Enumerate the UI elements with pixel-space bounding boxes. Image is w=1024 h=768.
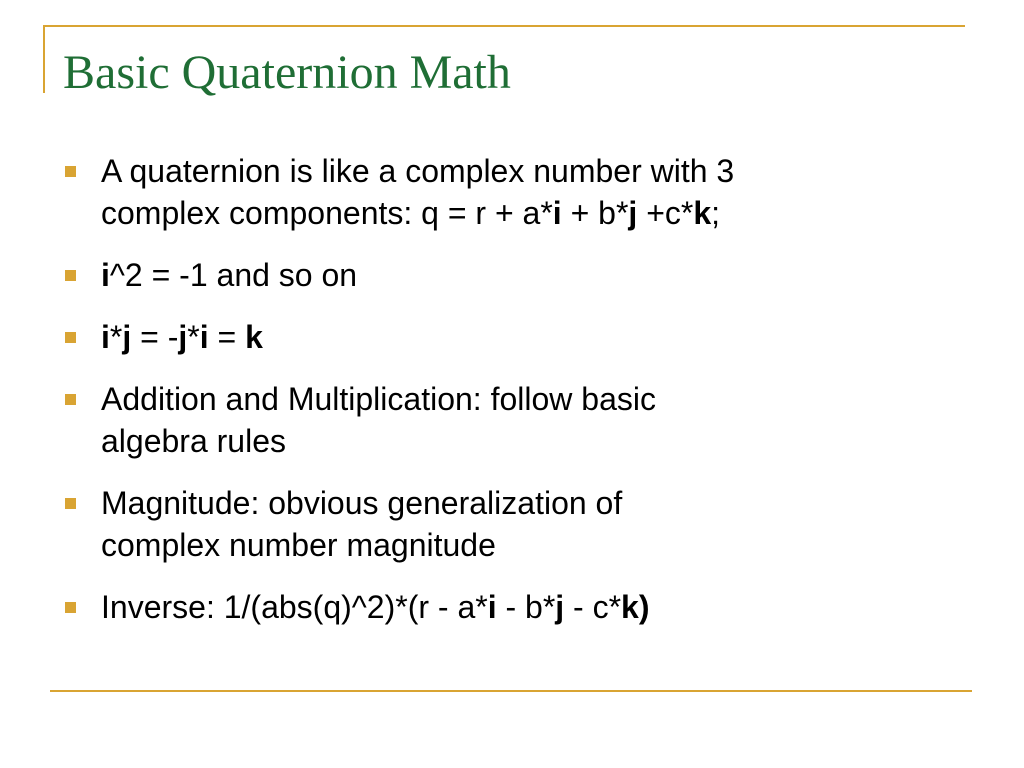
square-bullet-icon	[65, 166, 76, 177]
bullet-item-magnitude	[65, 482, 965, 566]
bullet-text: Addition and Multiplication: follow basic algebra rules	[101, 381, 656, 459]
frame-bottom-rule	[50, 690, 972, 692]
square-bullet-icon	[65, 270, 76, 281]
square-bullet-icon	[65, 332, 76, 343]
square-bullet-icon	[65, 498, 76, 509]
frame-top-rule	[43, 25, 965, 27]
frame-left-rule	[43, 25, 45, 93]
bullet-text: A quaternion is like a complex number with 3 complex components: q = r + a*i + b*j +c*k;	[101, 153, 735, 231]
bullet-item-ij-product	[65, 316, 965, 358]
bullet-item-addition	[65, 378, 965, 462]
square-bullet-icon	[65, 394, 76, 405]
bullet-item-i-squared	[65, 254, 965, 296]
bullet-text: i*j = -j*i = k	[101, 319, 263, 355]
slide-title: Basic Quaternion Math	[63, 46, 511, 99]
bullet-text: i^2 = -1 and so on	[101, 257, 358, 293]
bullet-list	[65, 150, 965, 648]
bullet-text: Inverse: 1/(abs(q)^2)*(r - a*i - b*j - c*k)	[101, 589, 650, 625]
bullet-item-definition	[65, 150, 965, 234]
bullet-item-inverse	[65, 586, 965, 628]
bullet-text: Magnitude: obvious generalization of complex number magnitude	[101, 485, 623, 563]
square-bullet-icon	[65, 602, 76, 613]
